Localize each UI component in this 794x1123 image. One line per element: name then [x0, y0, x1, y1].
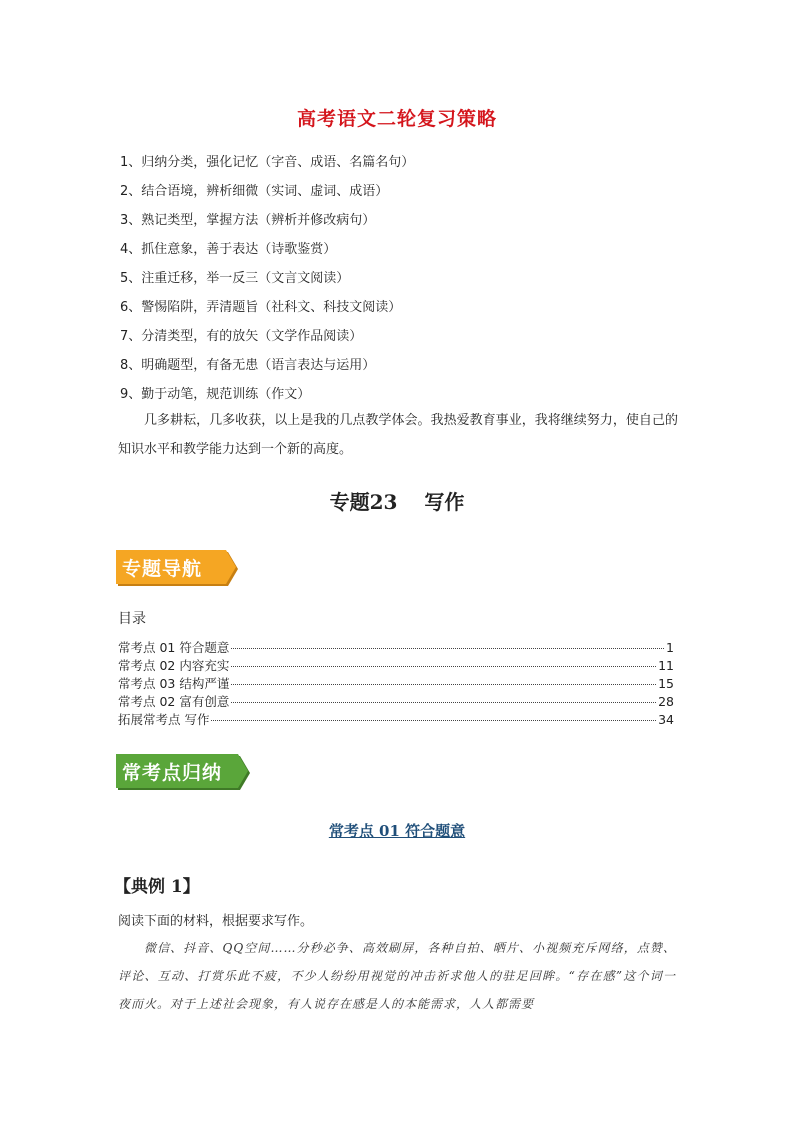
toc-entry[interactable] — [118, 692, 674, 710]
strategy-item: 1、归纳分类，强化记忆（字音、成语、名篇名句） — [120, 155, 415, 170]
example-heading: 【典例 1】 — [114, 877, 200, 897]
banner-label: 专题导航 — [122, 558, 203, 580]
topic-title — [0, 486, 794, 515]
strategy-item: 8、明确题型，有备无患（语言表达与运用） — [120, 358, 376, 373]
strategy-item: 7、分清类型，有的放矢（文学作品阅读） — [120, 329, 363, 344]
toc-entry[interactable] — [118, 656, 674, 674]
writing-instruction: 阅读下面的材料，根据要求写作。 — [118, 914, 314, 929]
banner-label: 常考点归纳 — [122, 762, 223, 784]
toc-leader-dots — [231, 702, 656, 703]
toc-entry-page: 28 — [658, 694, 674, 709]
reading-material: 微信、抖音、QQ空间……分秒必争、高效刷屏，各种自拍、晒片、小视频充斥网络，点赞、评论、互动、打赏乐此不疲，不少人纷纷用视觉的冲击祈求他人的驻足回眸。“存在感”这个词一夜而火。对于上述社会现象，有人说存在感是人的本能需求，人人都需要 — [118, 941, 676, 1011]
toc-entry[interactable] — [118, 674, 674, 692]
strategy-item: 6、警惕陷阱，弄清题旨（社科文、科技文阅读） — [120, 300, 402, 315]
strategy-item: 3、熟记类型，掌握方法（辨析并修改病句） — [120, 213, 376, 228]
toc-leader-dots — [231, 666, 656, 667]
table-of-contents — [118, 638, 674, 728]
section-heading — [0, 820, 794, 841]
toc-entry-label: 常考点 02 富有创意 — [118, 694, 230, 709]
toc-leader-dots — [231, 648, 664, 649]
toc-entry-page: 34 — [658, 712, 674, 727]
strategy-item: 9、勤于动笔，规范训练（作文） — [120, 387, 311, 402]
key-points-summary-banner — [116, 754, 258, 792]
toc-leader-dots — [231, 684, 656, 685]
toc-entry-label: 拓展常考点 写作 — [118, 712, 210, 727]
toc-heading: 目录 — [118, 611, 146, 627]
toc-entry-page: 11 — [658, 658, 674, 673]
strategy-list — [120, 148, 680, 409]
toc-leader-dots — [211, 720, 656, 721]
strategy-item: 4、抓住意象，善于表达（诗歌鉴赏） — [120, 242, 337, 257]
closing-paragraph: 几多耕耘，几多收获，以上是我的几点教学体会。我热爱教育事业，我将继续努力，使自己的知识水平和教学能力达到一个新的高度。 — [118, 413, 678, 457]
strategy-item: 5、注重迁移，举一反三（文言文阅读） — [120, 271, 350, 286]
toc-entry-page: 15 — [658, 676, 674, 691]
toc-entry-page: 1 — [666, 640, 674, 655]
toc-entry[interactable] — [118, 638, 674, 656]
toc-entry-label: 常考点 02 内容充实 — [118, 658, 230, 673]
strategy-item: 2、结合语境，辨析细微（实词、虚词、成语） — [120, 184, 389, 199]
toc-entry[interactable] — [118, 710, 674, 728]
topic-number: 专题23 — [329, 490, 398, 514]
topic-navigation-banner — [116, 550, 246, 588]
main-title: 高考语文二轮复习策略 — [296, 108, 497, 130]
toc-entry-label: 常考点 01 符合题意 — [118, 640, 230, 655]
topic-name: 写作 — [424, 490, 465, 514]
toc-entry-label: 常考点 03 结构严谨 — [118, 676, 230, 691]
section-heading-link[interactable]: 常考点 01 符合题意 — [328, 822, 466, 840]
